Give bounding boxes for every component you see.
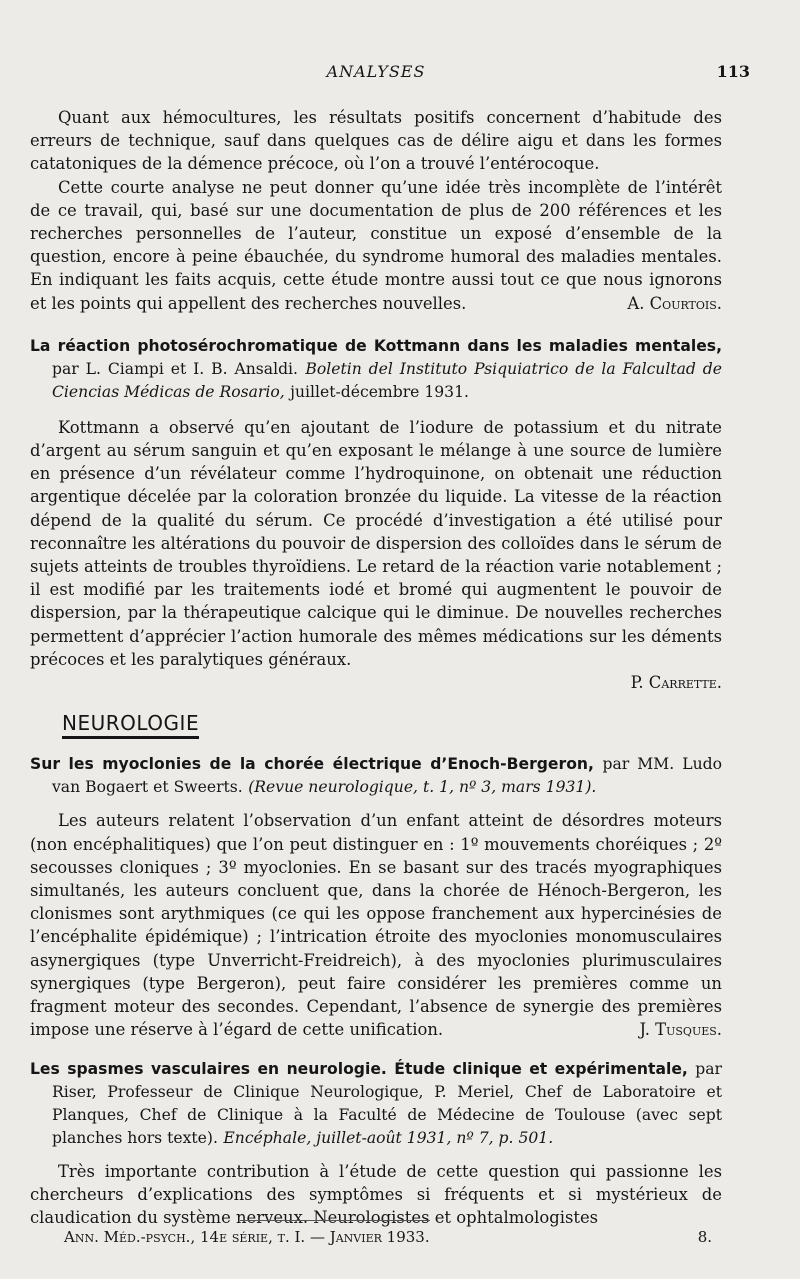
- paragraph-summary-text: Cette courte analyse ne peut donner qu’une idée très incomplète de l’intérêt de ce travail, qui, basé sur une documentation de plus de 200 références et les recherches personnelles de l’auteur, constitue un exposé d’ensemble de la question, encore à peine ébauchée, du syndrome humoral des maladies mentales. En indiquant les faits acquis, cette étude montre aussi tout ce que nous ignorons et les points qui appellent des recherches nouvelles.: [30, 177, 722, 313]
- article-title-kottmann: La réaction photosérochromatique de Kottmann dans les maladies mentales,: [30, 336, 722, 355]
- article-authors-kottmann: par L. Ciampi et I. B. Ansaldi.: [52, 359, 299, 378]
- paragraph-myoclonies: [30, 809, 722, 1041]
- paragraph-hemocultures: Quant aux hémocultures, les résultats positifs concernent d’habitude des erreurs de technique, sauf dans quelques cas de délire aigu et dans les formes catatoniques de la démence précoce, où l’on a trouvé l’entérocoque.: [30, 108, 722, 174]
- footer-citation: Ann. Méd.-psych., 14e série, t. I. — Janvier 1933.: [64, 1228, 430, 1246]
- signature-tusques: J. Tusques.: [639, 1020, 722, 1040]
- page-content: [30, 0, 722, 1229]
- article-title-spasmes: Les spasmes vasculaires en neurologie. Étude clinique et expérimentale,: [30, 1059, 688, 1078]
- article-authors-spasmes: par Riser, Professeur de Clinique Neurologique, P. Meriel, Chef de Laboratoire et Planques, Chef de Clinique à la Faculté de Médecine de Toulouse (avec sept planches hors texte).: [52, 1059, 722, 1147]
- article-title-myoclonies: Sur les myoclonies de la chorée électrique d’Enoch-Bergeron,: [30, 755, 594, 774]
- footer-rule: [240, 1220, 430, 1221]
- article-heading-kottmann: [30, 335, 722, 404]
- article-ref-myoclonies: (Revue neurologique, t. 1, nº 3, mars 1931).: [248, 778, 597, 797]
- article-authors-myoclonies: par MM. Ludo van Bogaert et Sweerts.: [52, 755, 722, 797]
- footer-signature-mark: 8.: [697, 1228, 712, 1246]
- article-date-kottmann: juillet-décembre 1931.: [290, 382, 469, 401]
- signature-carrette: P. Carrette.: [630, 673, 722, 693]
- paragraph-myoclonies-text: Les auteurs relatent l’observation d’un enfant atteint de désordres moteurs (non encéphalitiques) que l’on peut distinguer en : 1º mouvements choréiques ; 2º secousses cloniques ; 3º myoclonies. En se basant sur des tracés myographiques simultanés, les auteurs concluent que, dans la chorée de Hénoch-Bergeron, les clonismes sont arythmiques (ce qui les oppose franchement aux hypercinésies de l’encéphalite épidémique) ; l’intrication étroite des myoclonies monomusculaires asynergiques (type Unverricht-Freidreich), à des myoclonies plurimusculaires synergiques (type Bergeron), peut faire considérer les premières comme un fragment moteur des secondes. Cependant, l’absence de synergie des premières impose une réserve à l’égard de cette unification.: [30, 811, 722, 1040]
- paragraph-summary: [30, 176, 722, 315]
- article-heading-spasmes: [30, 1058, 722, 1150]
- paragraph-kottmann: Kottmann a observé qu’en ajoutant de l’iodure de potassium et du nitrate d’argent au sérum sanguin et qu’en exposant le mélange à une source de lumière en présence d’un révélateur comme l’hydroquinone, on obtenait une réduction argentique décelée par la coloration bronzée du liquide. La vitesse de la réaction dépend de la qualité du sérum. Ce procédé d’investigation a été utilisé pour reconnaître les altérations du pouvoir de dispersion des colloïdes dans le sérum de sujets atteints de troubles thyroïdiens. Le retard de la réaction varie notablement ; il est modifié par les traitements iodé et bromé qui augmentent le pouvoir de dispersion, par la thérapeutique calcique qui le diminue. De nouvelles recherches permettent d’apprécier l’action humorale des mêmes médications sur les déments précoces et les paralytiques généraux.: [30, 417, 722, 669]
- signature-courtois: A. Courtois.: [627, 293, 722, 313]
- section-title-neurologie: NEUROLOGIE: [62, 712, 199, 739]
- article-journal-kottmann: Boletin del Instituto Psiquiatrico de la Falcultad de Ciencias Médicas de Rosario,: [52, 359, 722, 401]
- page-footer: [64, 1228, 712, 1246]
- article-ref-spasmes: Encéphale, juillet-août 1931, nº 7, p. 501.: [223, 1128, 554, 1147]
- paragraph-spasmes: Très importante contribution à l’étude de cette question qui passionne les chercheurs d’explications des symptômes si fréquents et si mystérieux de claudication du système nerveux. Neurologistes et ophtalmologistes: [30, 1161, 722, 1227]
- article-heading-myoclonies: [30, 753, 722, 799]
- page-number: 113: [716, 62, 750, 81]
- running-head-title: ANALYSES: [326, 62, 426, 81]
